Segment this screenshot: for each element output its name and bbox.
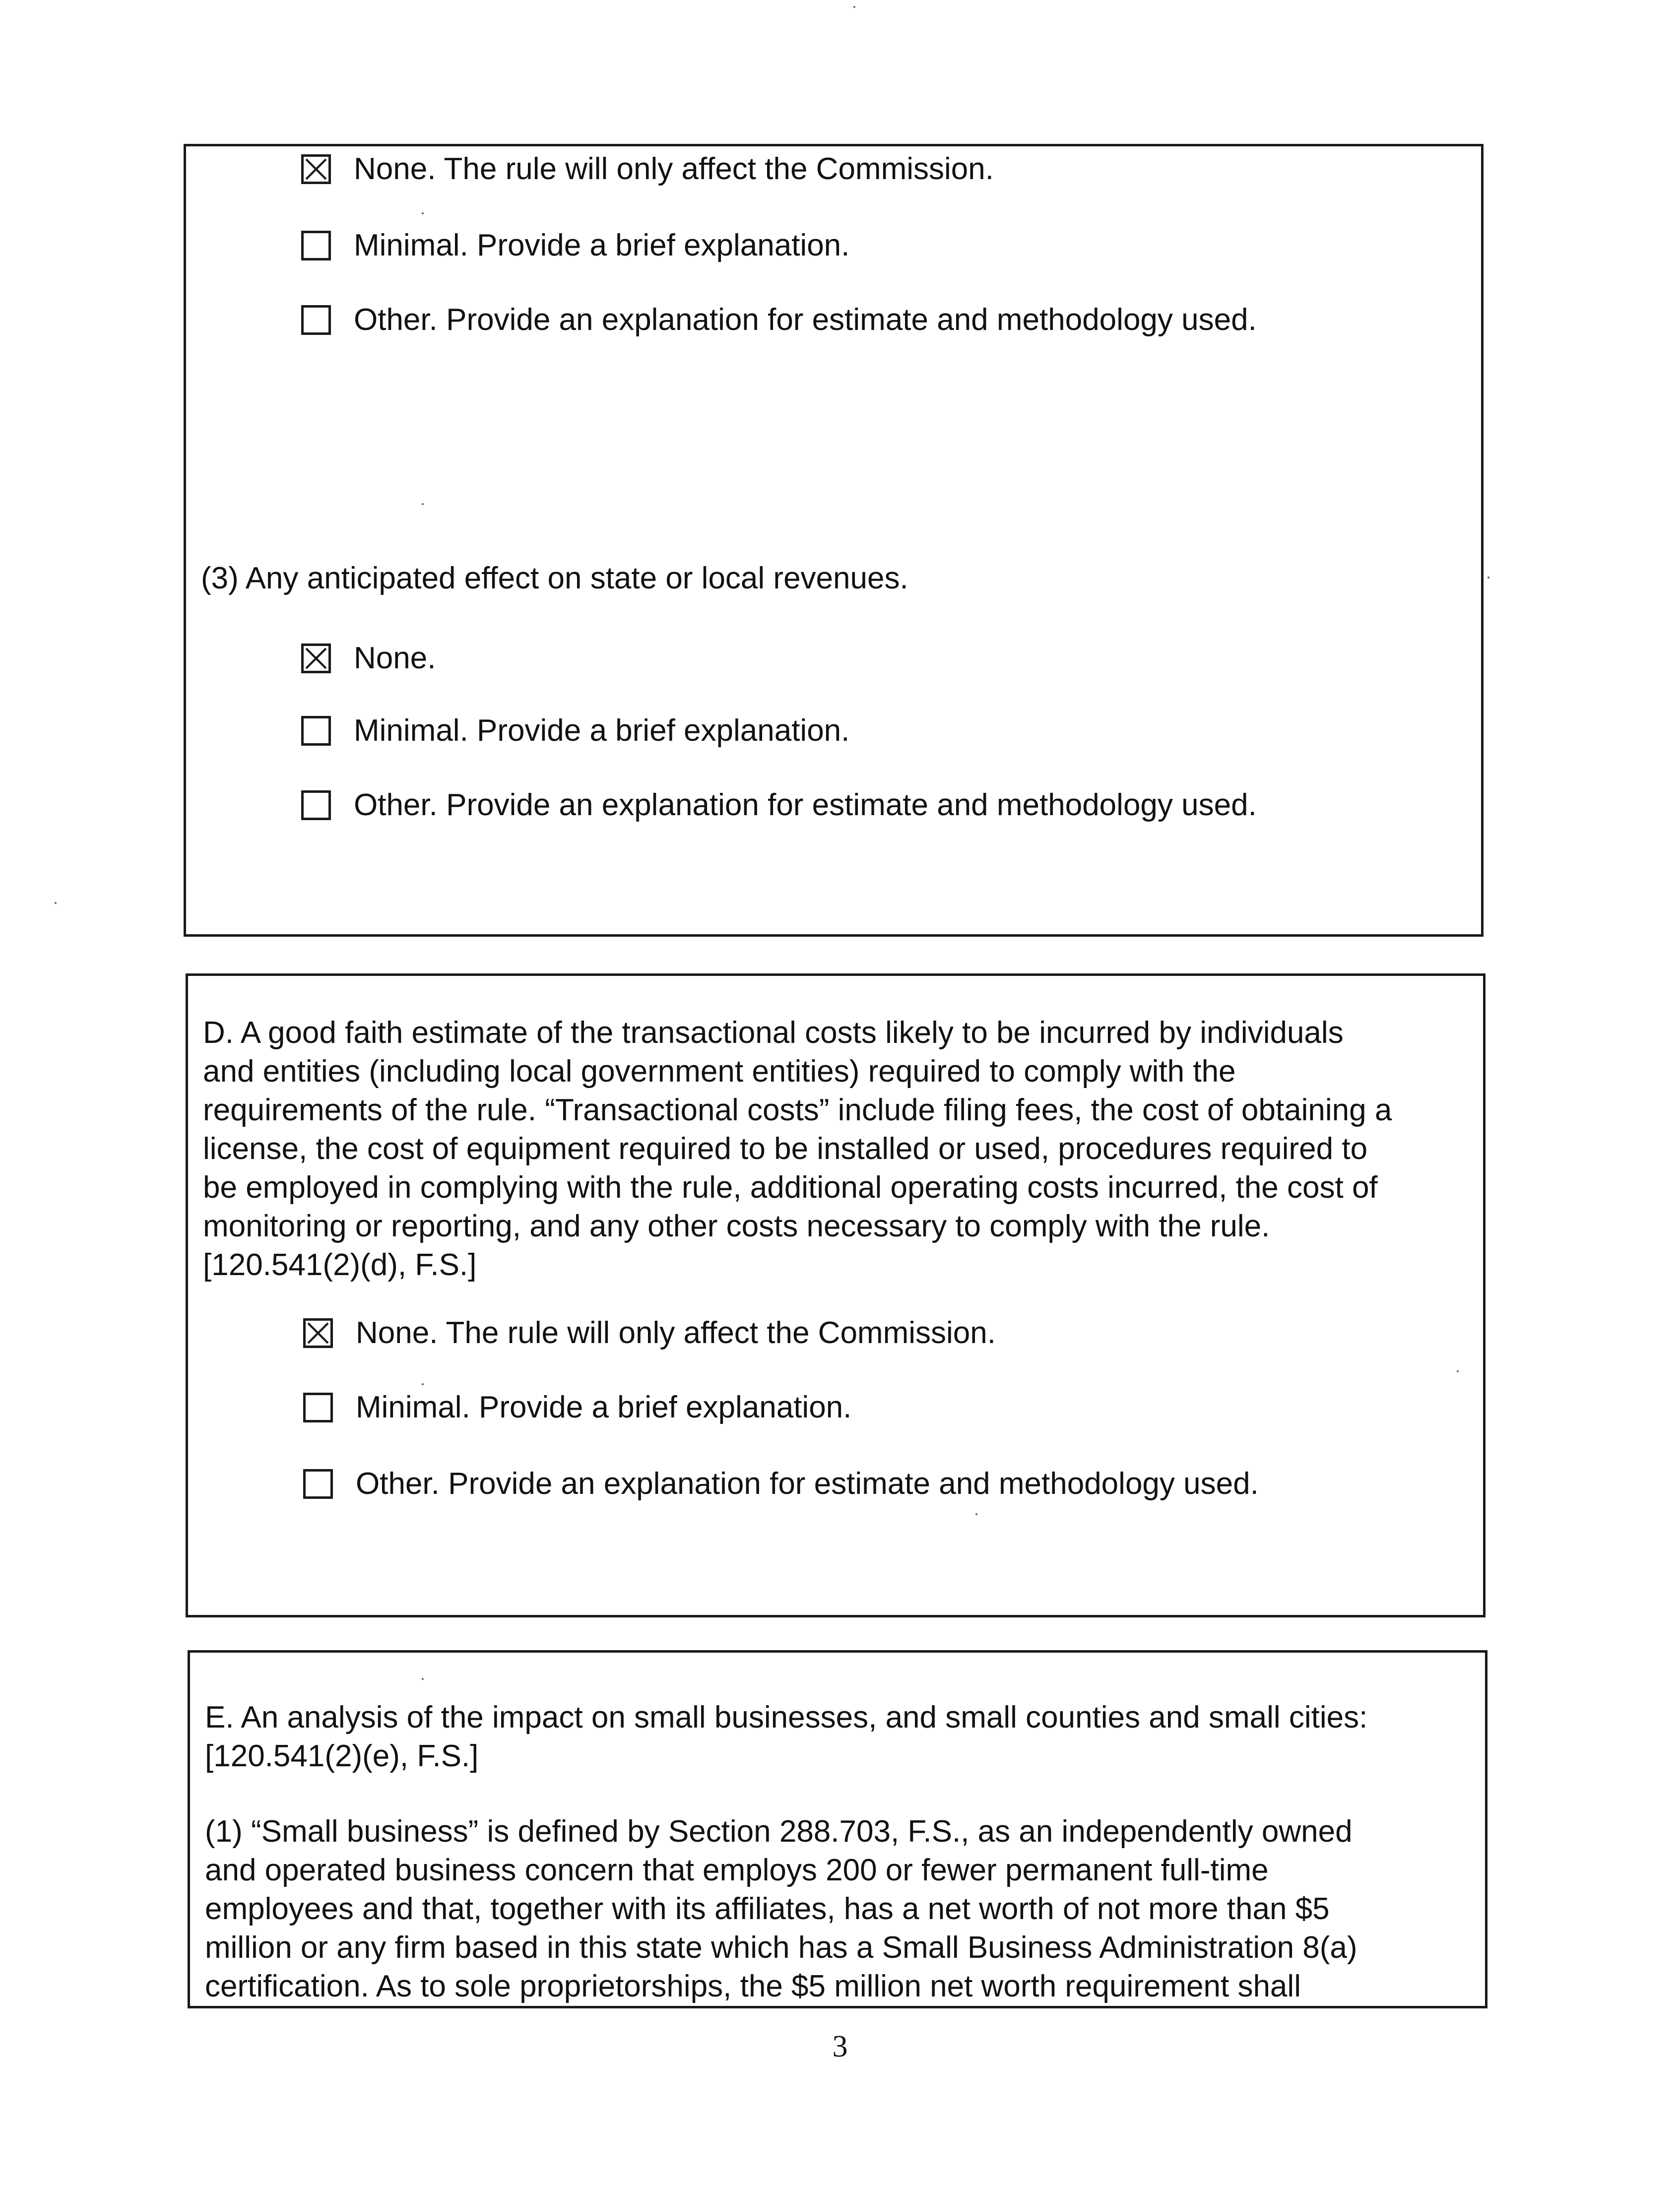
section-d-line: and entities (including local government entities) required to comply with the: [203, 1054, 1236, 1089]
scan-speck: [1487, 577, 1489, 579]
section-e-paragraph: [205, 1812, 1357, 2006]
section-d-line: requirements of the rule. “Transactional costs” include filing fees, the cost of obtaining a: [203, 1093, 1392, 1127]
scan-speck: [975, 1513, 977, 1515]
option-none[interactable]: [301, 639, 436, 678]
checkbox-checked[interactable]: [301, 154, 331, 184]
effect-box: [184, 144, 1484, 937]
section-e-heading-line: [120.541(2)(e), F.S.]: [205, 1739, 479, 1773]
option-label: None. The rule will only affect the Commission.: [354, 152, 994, 186]
question-3: (3) Any anticipated effect on state or local revenues.: [201, 561, 908, 595]
option-label: Other. Provide an explanation for estimate and methodology used.: [356, 1467, 1259, 1501]
checkbox-unchecked[interactable]: [301, 716, 331, 746]
scan-speck: [422, 1383, 424, 1385]
option-none[interactable]: [303, 1313, 996, 1353]
section-d-line: D. A good faith estimate of the transactional costs likely to be incurred by individuals: [203, 1016, 1344, 1050]
x-mark-icon: [306, 1321, 330, 1346]
option-other[interactable]: [301, 785, 1257, 825]
section-e-heading: [205, 1698, 1367, 1776]
checkbox-unchecked[interactable]: [301, 231, 331, 260]
x-mark-icon: [304, 157, 328, 182]
checkbox-unchecked[interactable]: [301, 305, 331, 335]
option-other[interactable]: [303, 1464, 1259, 1504]
option-label: None. The rule will only affect the Commission.: [356, 1316, 996, 1350]
scan-speck: [1457, 1370, 1459, 1372]
option-minimal[interactable]: [303, 1388, 851, 1427]
option-label: Minimal. Provide a brief explanation.: [356, 1390, 852, 1424]
section-d-line: be employed in complying with the rule, additional operating costs incurred, the cost of: [203, 1170, 1378, 1205]
section-e-para-line: (1) “Small business” is defined by Section 288.703, F.S., as an independently owned: [205, 1814, 1353, 1849]
section-e-para-line: certification. As to sole proprietorships, the $5 million net worth requirement shall: [205, 1969, 1301, 2003]
checkbox-unchecked[interactable]: [303, 1393, 333, 1422]
option-label: Other. Provide an explanation for estimate and methodology used.: [354, 303, 1257, 337]
section-d-line: license, the cost of equipment required to be installed or used, procedures required to: [203, 1132, 1368, 1166]
scan-speck: [55, 902, 57, 904]
section-e-para-line: million or any firm based in this state which has a Small Business Administration 8(a): [205, 1930, 1357, 1965]
section-e-box: [188, 1650, 1487, 2008]
section-e-heading-line: E. An analysis of the impact on small businesses, and small counties and small cities:: [205, 1700, 1368, 1735]
option-label: Minimal. Provide a brief explanation.: [354, 228, 850, 262]
section-d-line: [120.541(2)(d), F.S.]: [203, 1248, 477, 1282]
option-minimal[interactable]: [301, 711, 849, 751]
scan-speck: [422, 1678, 424, 1680]
x-mark-icon: [304, 646, 328, 671]
section-e-para-line: and operated business concern that employs 200 or fewer permanent full-time: [205, 1853, 1269, 1887]
section-d-text: [203, 1014, 1392, 1285]
option-label: Other. Provide an explanation for estimate and methodology used.: [354, 788, 1257, 822]
checkbox-unchecked[interactable]: [301, 790, 331, 820]
page-number: 3: [832, 2030, 848, 2063]
option-minimal[interactable]: [301, 226, 849, 265]
scan-speck: [422, 212, 424, 214]
section-d-line: monitoring or reporting, and any other costs necessary to comply with the rule.: [203, 1209, 1270, 1243]
option-none[interactable]: [301, 149, 994, 189]
checkbox-unchecked[interactable]: [303, 1469, 333, 1499]
section-e-para-line: employees and that, together with its affiliates, has a net worth of not more than $5: [205, 1892, 1330, 1926]
option-other[interactable]: [301, 300, 1257, 340]
section-d-box: [186, 973, 1486, 1617]
checkbox-checked[interactable]: [303, 1318, 333, 1348]
scan-speck: [853, 6, 855, 8]
scan-speck: [422, 503, 424, 505]
option-label: None.: [354, 641, 436, 675]
checkbox-checked[interactable]: [301, 643, 331, 673]
option-label: Minimal. Provide a brief explanation.: [354, 713, 850, 748]
